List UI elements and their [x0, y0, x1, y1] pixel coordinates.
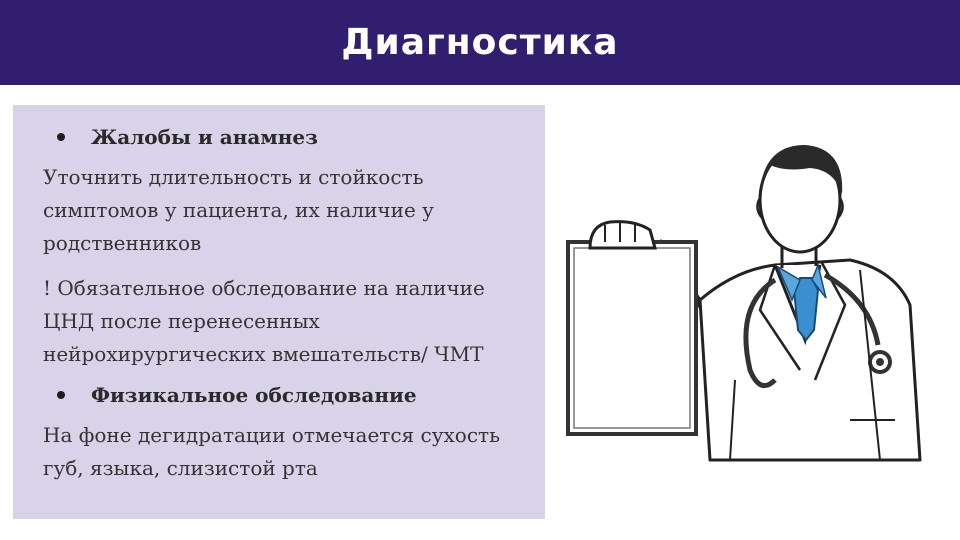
section-heading: Физикальное обследование: [91, 383, 417, 407]
bullet-item: [43, 125, 525, 149]
bullet-dot-icon: [57, 133, 65, 141]
paragraph: Уточнить длительность и стойкость симптомов у пациента, их наличие у родственников: [43, 165, 434, 255]
section-heading: Жалобы и анамнез: [91, 125, 318, 149]
bullet-item: [43, 383, 525, 407]
paragraph: На фоне дегидратации отмечается сухость губ, языка, слизистой рта: [43, 423, 500, 480]
header-bar: [0, 0, 960, 85]
paragraph: ! Обязательное обследование на наличие ЦНД после перенесенных нейрохирургических вмешательств/ ЧМТ: [43, 276, 485, 366]
doctor-with-clipboard-icon: [560, 130, 940, 470]
bullet-dot-icon: [57, 391, 65, 399]
content-panel: [13, 105, 545, 519]
slide-title: Диагностика: [341, 22, 619, 63]
